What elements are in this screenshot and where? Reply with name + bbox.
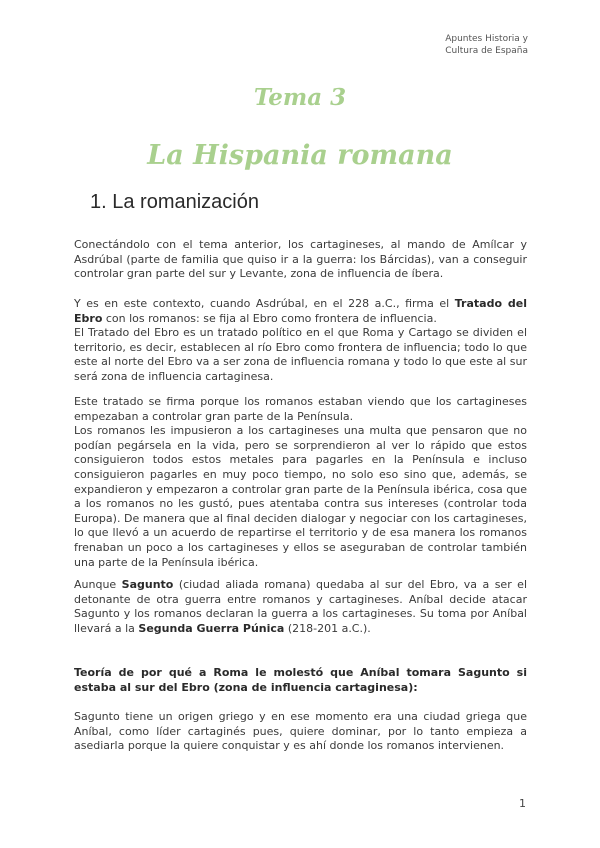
header-line-2: Cultura de España bbox=[445, 46, 528, 56]
paragraph-4-text-a: Aunque bbox=[74, 578, 122, 591]
paragraph-5-theory-heading bbox=[74, 666, 527, 695]
paragraph-2-text-d: El Tratado del Ebro es un tratado político en el que Roma y Cartago se dividen el territorio, es decir, establecen al río Ebro como frontera de influencia; todo lo que este al norte del Ebro va a ser zona de influencia romana y todo lo que este al sur será zona de influencia cartaginesa. bbox=[74, 326, 527, 383]
document-title: La Hispania romana bbox=[147, 140, 453, 171]
segunda-guerra-punica-bold: Segunda Guerra Púnica bbox=[138, 621, 285, 635]
sagunto-bold: Sagunto bbox=[121, 578, 174, 591]
paragraph-1: Conectándolo con el tema anterior, los cartagineses, al mando de Amílcar y Asdrúbal (parte de familia que quiso ir a la guerra: los Bárcidas), van a conseguir controlar gran parte del sur y Levante, zona de influencia de íbera. bbox=[74, 238, 527, 281]
page-number: 1 bbox=[519, 797, 526, 810]
paragraph-4-text-e: (218-201 a.C.). bbox=[284, 621, 371, 635]
paragraph-4 bbox=[74, 578, 527, 636]
paragraph-4-text-c: (ciudad aliada romana) quedaba al sur del Ebro, va a ser el detonante de otra guerra entre romanos y cartagineses. Aníbal decide atacar Sagunto y los romanos declaran la guerra a los cartagineses. Su toma por Aníbal llevará a la bbox=[74, 578, 528, 635]
paragraph-2 bbox=[74, 297, 527, 385]
header-line-1: Apuntes Historia y bbox=[445, 34, 528, 44]
paragraph-3 bbox=[74, 395, 527, 570]
paragraph-3-text-b: Los romanos les impusieron a los cartagineses una multa que pensaron que no podían pegársela en la vida, pero se sorprendieron al ver lo rápido que estos consiguieron todos estos metales para pagarles en la Península e incluso consiguieron pagarles en muy poco tiempo, no solo eso sino que, además, se expandieron y empezaron a controlar gran parte de la Península ibérica, cosa que a los romanos no les gustó, pues atentaba contra sus intereses (controlar toda Europa). De manera que al final deciden dialogar y negociar con los cartagineses, lo que llevó a un acuerdo de repartirse el territorio y de esa manera los romanos frenaban un poco a los cartagineses y ellos se aseguraban de controlar también una parte de la Península ibérica. bbox=[74, 424, 527, 569]
document-header bbox=[445, 33, 528, 57]
paragraph-3-text-a: Este tratado se firma porque los romanos estaban viendo que los cartagineses empezaban a controlar gran parte de la Península. bbox=[74, 395, 527, 423]
paragraph-2-text-a: Y es en este contexto, cuando Asdrúbal, en el 228 a.C., firma el bbox=[74, 297, 455, 310]
section-heading: 1. La romanización bbox=[90, 191, 259, 213]
paragraph-6: Sagunto tiene un origen griego y en ese momento era una ciudad griega que Aníbal, como líder cartaginés pues, quiere dominar, por lo tanto empieza a asediarla porque la quiere conquistar y es ahí donde los romanos intervienen. bbox=[74, 710, 527, 753]
tema-title: Tema 3 bbox=[253, 84, 347, 111]
paragraph-2-text-c: con los romanos: se fija al Ebro como frontera de influencia. bbox=[102, 311, 437, 325]
theory-heading-bold: Teoría de por qué a Roma le molestó que Aníbal tomara Sagunto si estaba al sur del Ebro (zona de influencia cartaginesa): bbox=[74, 666, 527, 694]
tratado-del-ebro-bold: Tratado del Ebro bbox=[74, 297, 527, 325]
